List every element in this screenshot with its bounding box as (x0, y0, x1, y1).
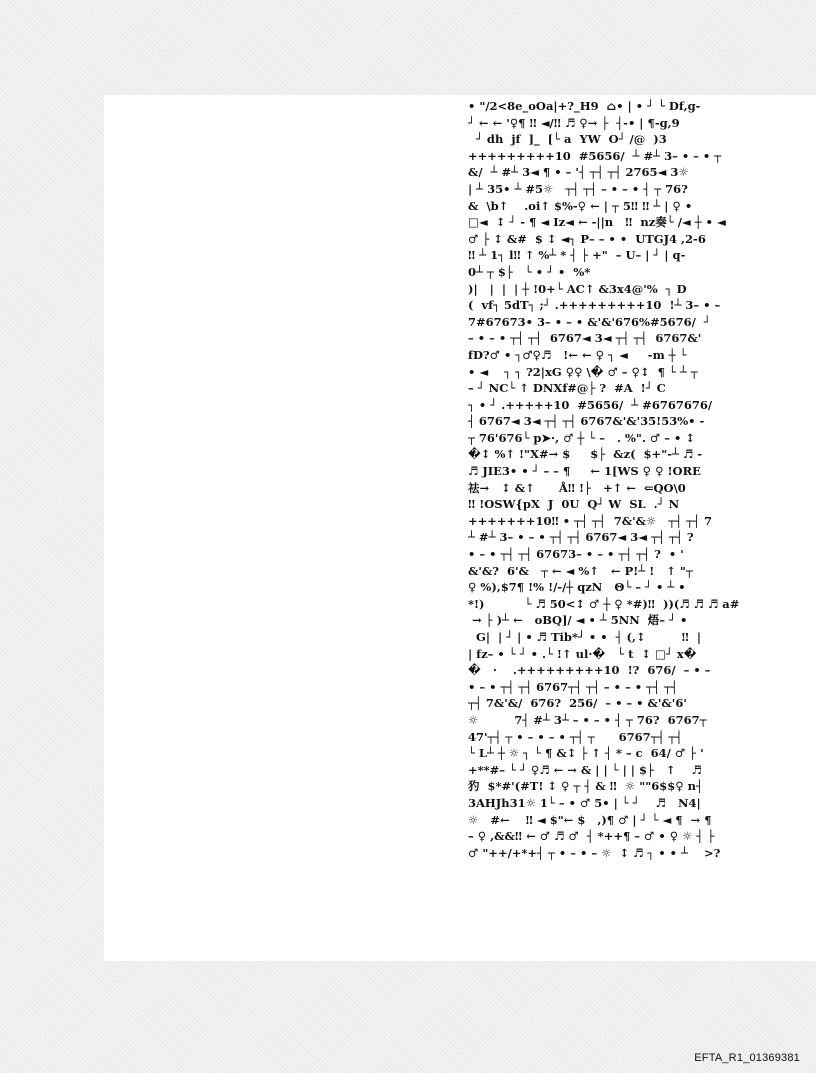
text-line: ☼ #← ‼ ◄ $"← $ ,)¶ ♂ | ┘ └ ◄ ¶ → ¶ (468, 812, 712, 827)
text-line: � · .+++++++++10 !? 676/ – • – (468, 663, 711, 678)
text-line: ┘ ← ← '♀¶ ‼ ◄/‼ ♬ ♀→ ├ ┤-• | ¶-g,9 (468, 115, 680, 130)
text-line: & \b↑ .oi↑ $%-♀ ← | ┬ 5‼ ‼ ┴ | ♀ • (468, 198, 693, 213)
text-line: +**#– └ ┘ ♀♬ ← → & | | └ | | $├ ↑ ♬ (468, 762, 702, 777)
text-line: 犳 $*#'(#T! ↕ ♀ ┬ ┤ & ‼ ☼ ""6$$♀ n┤ (468, 779, 703, 794)
document-page (104, 95, 816, 961)
document-id-label: EFTA_R1_01369381 (694, 1052, 800, 1064)
text-line: *!) └ ♬ 50<↕ ♂ ┼ ♀ *#)‼ ))(♬ ♬ ♬ a# (468, 596, 740, 611)
text-line: • ◄ ┐ ┐ ?2|xG ♀♀ \� ♂ – ♀↕ ¶ └ ┴ ┬ (468, 364, 698, 379)
text-line: ┘ dh jf ]_ [└ a YW O┘ /@ )3 (468, 132, 667, 147)
text-line: ┴ #┴ 3– • – • ┬┤ ┬┤ 6767◄ 3◄ ┬┤ ┬┤ ? (468, 530, 694, 545)
text-line: 0┴ ┬ $├ └ • ┘ • %* (468, 264, 591, 279)
text-line: ┬┤ 7&'&/ 676? 256/ – • – • &'&'6' (468, 696, 687, 711)
text-line: +++++++++10 #5656/ ┴ #┴ 3– • – • ┬ (468, 148, 722, 163)
text-line: ♂ ├ ↕ &# $ ↕ ◄┐ P– – • • UTGJ4 ,2-6 (468, 231, 706, 246)
text-line: +++++++10‼ • ┬┤ ┬┤ 7&'&☼ ┬┤ ┬┤ 7 (468, 513, 713, 528)
text-line: → ├ )┴ ← oBQ]/ ◄ • ┴ 5NN 焐– ┘ • (468, 613, 688, 628)
text-line: ┤ 6767◄ 3◄ ┬┤ ┬┤ 6767&'&'35!53%• - (468, 414, 705, 429)
text-line: ♬ JIE3• • ┘ – – ¶ ← 1[WS ♀ ♀ !ORE (468, 464, 701, 479)
text-line: – ♀ ,&&‼ ← ♂ ♬ ♂ ┤ *++¶ – ♂ • ♀ ☼ ┤ ├ (468, 829, 715, 844)
text-line: | fz– • └ ┘ • .└ !↑ ul·� └ t ↕ □┘ x� (468, 646, 697, 661)
text-line: G| | ┘ | • ♬ Tib*┘ • • ┤ (,↕ ‼ | (468, 630, 702, 644)
text-line: ♀ %),$7¶ !% !/-/┼ qzN Θ└ – ┘ • ┴ • (468, 580, 686, 595)
text-line: └ L┴ ┼ ☼ ┐ └ ¶ &↕ ├ ↑ ┤ * – c 64/ ♂ ├ ' (468, 746, 704, 761)
text-line: ♂ "++/+*+┤ ┬ • – • – ☼ ↕ ♬ ┐ • • ┴ >? (468, 845, 721, 860)
text-line: • – • ┬┤ ┬┤ 6767┬┤ ┬┤ – • – • ┬┤ ┬┤ (468, 679, 678, 694)
text-line: □◄ ↕ ┘ - ¶ ◄ Iz◄ ← -||n ‼ nz奏└ /◄ ┼ • ◄ (468, 215, 726, 230)
text-line: 3AHJh31☼ 1└ – • ♂ 5• | └ ┘ ♬ N4| (468, 795, 701, 810)
text-line: fD?♂ • ┐♂♀♬ !← ← ♀ ┐ ◄ -m ┼ └ (468, 347, 687, 362)
text-line: �↕ %↑ !"X#→ $ $├ &z( $+"-┴ ♬ - (468, 447, 702, 462)
text-line: 47'┬┤ ┬ • – • – • ┬┤ ┬ 6767┬┤ ┬┤ (468, 729, 683, 744)
text-line: ┬ 76'676└ p➤·, ♂ ┼ └ – . %". ♂ – • ↕ (468, 430, 695, 445)
text-line: – ┘ NC└ ↑ DNXf#@├ ? #A !┘ C (468, 381, 666, 396)
text-line: • "/2<8e_oOa|+?_H9 ⌂• | • ┘ └ Df,g- (468, 99, 701, 113)
text-line: ☼ 7┤ #┴ 3┴ – • – • ┤ ┬ 76? 6767┬ (468, 712, 707, 727)
text-line: )| | | | ┼ !0+└ AC↑ &3x4@'% ┐ D (468, 281, 687, 296)
text-line: ( vf┐ 5dT┐ ;┘ .+++++++++10 !┴ 3– • – (468, 298, 721, 313)
text-line: | ┴ 35• ┴ #5☼ ┬┤ ┬┤ – • – • ┤ ┬ 76? (468, 181, 688, 196)
garbled-text-block (468, 98, 816, 861)
text-line: &'&? 6'& ┬ ← ◄ %↑ ← P!┴ ! ↑ "┬ (468, 563, 693, 578)
text-line: &/ ┴ #┴ 3◄ ¶ • – '┤ ┬┤ ┬┤ 2765◄ 3☼ (468, 165, 689, 180)
text-line: ‼ ┴ 1┐ l‼ ↑ %┴ * ┤ ├ +" – U– | ┘ | q- (468, 248, 686, 263)
text-line: 7#67673• 3– • – • &'&'676%#5676/ ┘ (468, 314, 711, 329)
text-line: ┐ • ┘ .+++++10 #5656/ ┴ #6767676/ (468, 397, 713, 412)
text-line: – • – • ┬┤ ┬┤ 6767◄ 3◄ ┬┤ ┬┤ 6767&' (468, 331, 702, 346)
text-line: ‼ !OSW{pX J 0U Q┘ W SL .┘ N (468, 497, 680, 512)
text-line: 祛→ ↕ &↑ Å‼ !├ +↑ ← ⇐QO\0 (468, 480, 686, 495)
text-line: • – • ┬┤ ┬┤ 67673– • – • ┬┤ ┬┤ ? • ' (468, 547, 684, 562)
